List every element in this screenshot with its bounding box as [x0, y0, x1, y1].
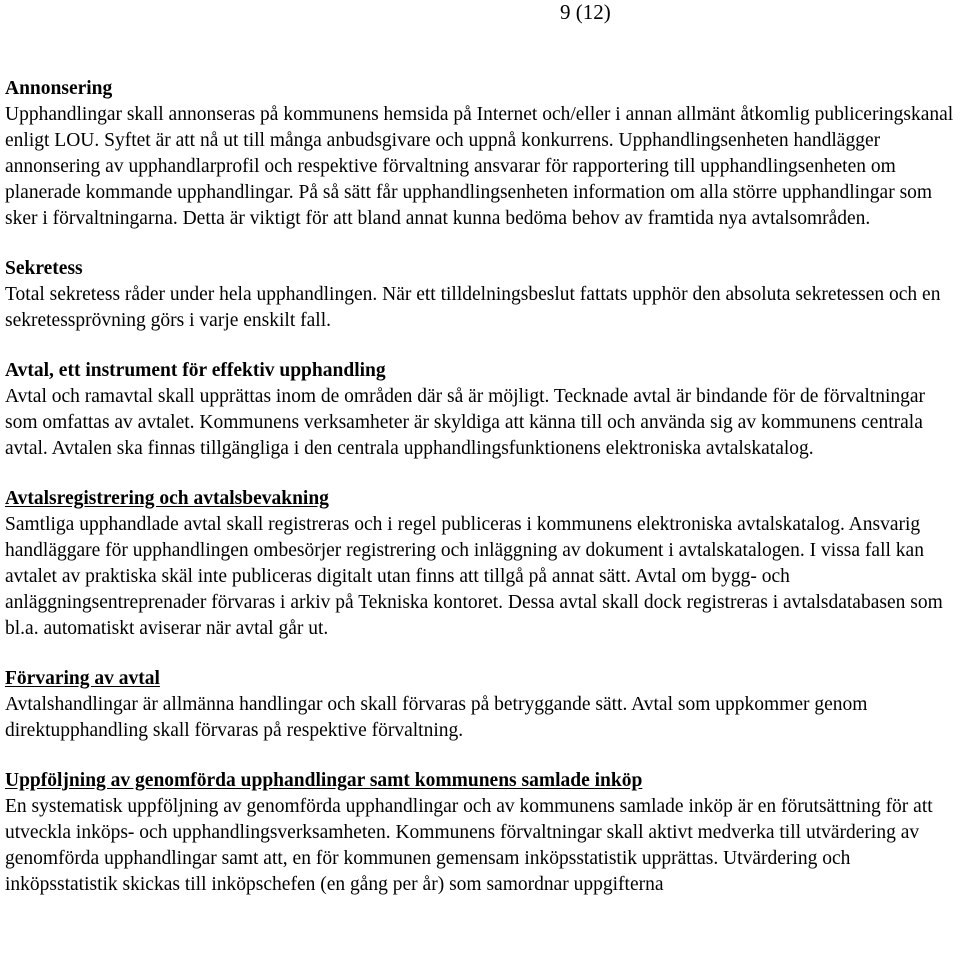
section-title-annonsering: Annonsering — [5, 78, 113, 99]
section-annonsering — [5, 76, 957, 232]
section-uppfoljning — [5, 768, 957, 898]
section-avtal-instrument — [5, 358, 957, 462]
section-title-sekretess: Sekretess — [5, 258, 83, 279]
section-avtalsregistrering — [5, 486, 957, 642]
page-number: 9 (12) — [560, 0, 611, 24]
section-sekretess — [5, 256, 957, 334]
section-title-forvaring: Förvaring av avtal — [5, 668, 160, 689]
section-title-avtal-instrument: Avtal, ett instrument för effektiv upphandling — [5, 360, 386, 381]
section-body-annonsering: Upphandlingar skall annonseras på kommunens hemsida på Internet och/eller i annan allmänt åtkomlig publiceringskanal enligt LOU. Syftet är att nå ut till många anbudsgivare och uppnå konkurrens. Upphandlingsenheten handlägger annonsering av upphandlarprofil och respektive förvaltning ansvarar för rapportering till upphandlingsenheten om planerade kommande upphandlingar. På så sätt får upphandlingsenheten information om alla större upphandlingar som sker i förvaltningarna. Detta är viktigt för att bland annat kunna bedöma behov av framtida nya avtalsområden. — [5, 104, 954, 229]
document-body — [5, 76, 957, 922]
section-body-avtal-instrument: Avtal och ramavtal skall upprättas inom de områden där så är möjligt. Tecknade avtal är bindande för de förvaltningar som omfattas av avtalet. Kommunens verksamheter är skyldiga att känna till och använda sig av kommunens centrala avtal. Avtalen ska finnas tillgängliga i den centrala upphandlingsfunktionens elektroniska avtalskatalog. — [5, 386, 926, 459]
section-title-uppfoljning: Uppföljning av genomförda upphandlingar samt kommunens samlade inköp — [5, 770, 643, 791]
section-body-avtalsregistrering: Samtliga upphandlade avtal skall registreras och i regel publiceras i kommunens elektroniska avtalskatalog. Ansvarig handläggare för upphandlingen ombesörjer registrering och inläggning av dokument i avtalskatalogen. I vissa fall kan avtalet av praktiska skäl inte publiceras digitalt utan finns att tillgå på annat sätt. Avtal om bygg- och anläggningsentreprenader förvaras i arkiv på Tekniska kontoret. Dessa avtal skall dock registreras i avtalsdatabasen som bl.a. automatiskt aviserar när avtal går ut. — [5, 514, 943, 639]
section-body-forvaring: Avtalshandlingar är allmänna handlingar och skall förvaras på betryggande sätt. Avtal som uppkommer genom direktupphandling skall förvaras på respektive förvaltning. — [5, 694, 868, 741]
section-forvaring — [5, 666, 957, 744]
section-title-avtalsregistrering: Avtalsregistrering och avtalsbevakning — [5, 488, 329, 509]
section-body-uppfoljning: En systematisk uppföljning av genomförda upphandlingar och av kommunens samlade inköp är en förutsättning för att utveckla inköps- och upphandlingsverksamheten. Kommunens förvaltningar skall aktivt medverka till utvärdering av genomförda upphandlingar samt att, en för kommunen gemensam inköpsstatistik upprättas. Utvärdering och inköpsstatistik skickas till inköpschefen (en gång per år) som samordnar uppgifterna — [5, 796, 933, 895]
section-body-sekretess: Total sekretess råder under hela upphandlingen. När ett tilldelningsbeslut fattats upphör den absoluta sekretessen och en sekretessprövning görs i varje enskilt fall. — [5, 284, 941, 331]
